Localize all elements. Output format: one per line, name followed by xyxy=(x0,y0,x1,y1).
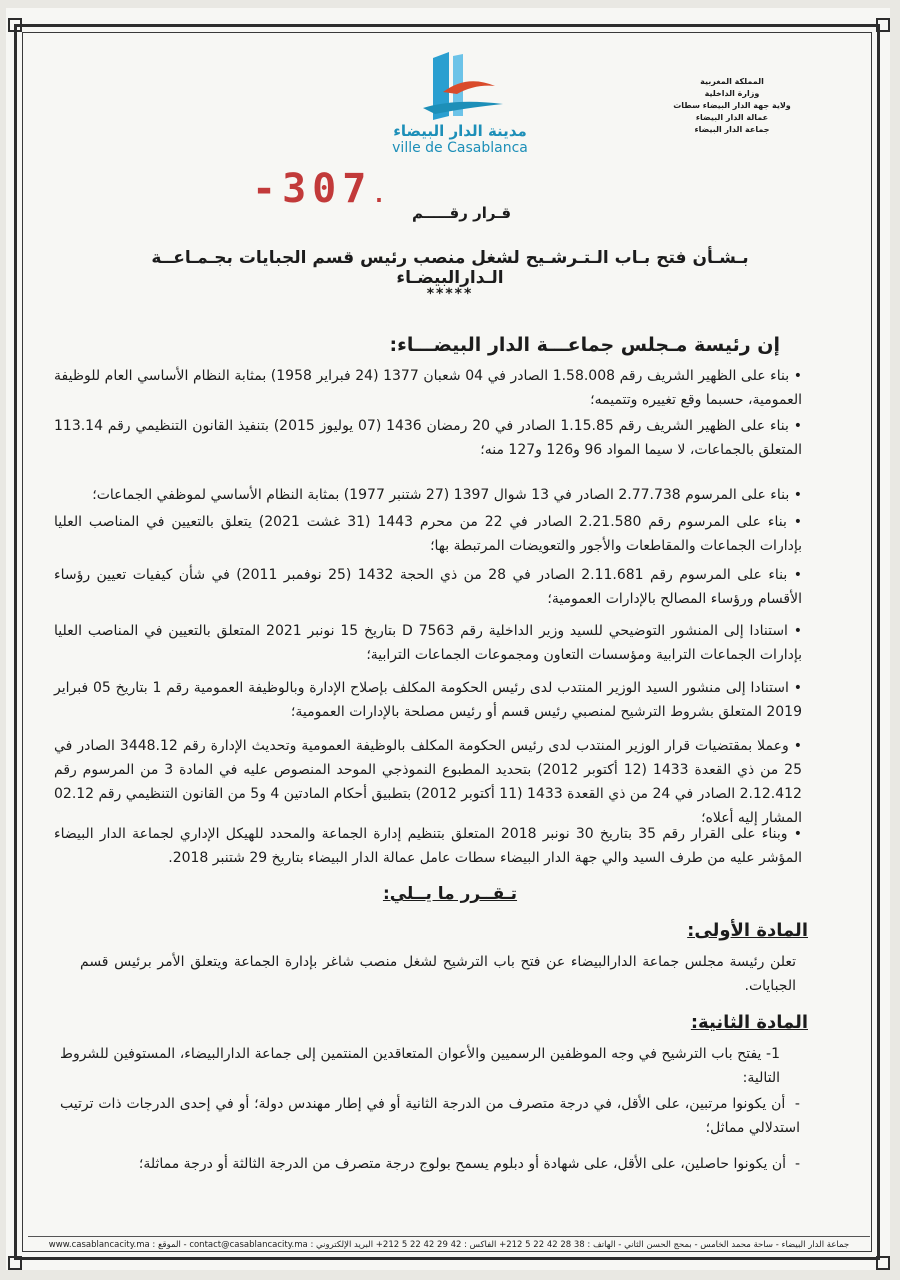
logo-french-text: ville de Casablanca xyxy=(392,140,528,156)
authority-line: عمالة الدار البيضاء xyxy=(695,113,769,122)
article-2-heading: المادة الثانية: xyxy=(690,1012,808,1033)
border-corner xyxy=(8,18,22,32)
article-2-condition: - أن يكونوا مرتبين، على الأقل، في درجة متصرف من الدرجة الثانية أو في إطار مهندس دولة؛ أو في إحدى الدرجات ذات ترتيب استدلالي مماثل؛ xyxy=(60,1096,800,1136)
decision-number xyxy=(252,166,392,212)
footer-divider xyxy=(28,1236,870,1237)
recital: • استنادا إلى المنشور التوضيحي للسيد وزير الداخلية رقم D 7563 بتاريخ 15 نونبر 2021 المتعلق بالتعيين في المناصب العليا بإدارات الجماعات الترابية ومؤسسات التعاون ومجموعات الجماعات الترابية؛ xyxy=(54,623,803,663)
article-1-heading: المادة الأولى: xyxy=(687,920,808,941)
authority-line: وزارة الداخلية xyxy=(704,89,760,98)
document-title: بـشـأن فتح بـاب الـتـرشـيح لشغل منصب رئيس قسم الجبايات بجـمـاعــة الـدارالبيضـاء xyxy=(151,248,749,288)
issuing-authority xyxy=(672,76,792,136)
logo-arabic-text: مدينة الدار البيضاء xyxy=(393,122,527,140)
recital: • وعملا بمقتضيات قرار الوزير المنتدب لدى رئيس الحكومة المكلف بالوظيفة العمومية وتحديث الإدارة رقم 3448.12 الصادر في 25 من ذي القعدة 1433 (12 أكتوبر 2012) بتحديد المطبوع النموذجي الموحد المنصوص عليه في المادة 3 من المرسوم رقم 2.12.412 الصادر في 24 من ذي القعدة 1433 (11 أكتوبر 2012) بتطبيق أحكام المادتين 4 و5 من القانون التنظيمي رقم 02.12 المشار إليه أعلاه؛ xyxy=(54,738,802,826)
border-corner xyxy=(8,1256,22,1270)
footer-contact: جماعة الدار البيضاء - ساحة محمد الخامس - بمحج الحسن الثاني - الهاتف : 38 28 42 22 5 212+ الفاكس : 42 29 42 22 5 212+ البريد الإلكتروني : contact@casablancacity.ma - الموقع : www.casablancacity.ma xyxy=(48,1240,850,1250)
recital: • بناء على الظهير الشريف رقم 1.15.85 الصادر في 20 رمضان 1436 (07 يوليوز 2015) بتنفيذ القانون التنظيمي رقم 113.14 المتعلق بالجماعات، لا سيما المواد 96 و126 و127 منه؛ xyxy=(54,418,802,458)
decision-number-dot: . xyxy=(372,183,392,208)
recital: • بناء على الظهير الشريف رقم 1.58.008 الصادر في 04 شعبان 1377 (24 فبراير 1958) بمثابة النظام الأساسي العام للوظيفة العمومية، حسبما وقع تغييره وتتميمه؛ xyxy=(54,368,802,408)
recital: • بناء على المرسوم 2.77.738 الصادر في 13 شوال 1397 (27 شتنبر 1977) بمثابة النظام الأساسي لموظفي الجماعات؛ xyxy=(92,487,802,503)
title-separator: ***** xyxy=(426,286,474,302)
article-2-condition: - أن يكونوا حاصلين، على الأقل، على شهادة أو دبلوم يسمح بولوج درجة متصرف من الدرجة الثالثة أو درجة مماثلة؛ xyxy=(138,1156,800,1172)
border-corner xyxy=(876,18,890,32)
authority-line: ولاية جهة الدار البيضاء سطات xyxy=(673,101,791,110)
border-corner xyxy=(876,1256,890,1270)
recital: • بناء على المرسوم رقم 2.21.580 الصادر في 22 من محرم 1443 (31 غشت 2021) يتعلق بالتعيين في المناصب العليا بإدارات الجماعات والمقاطعات والأجور والتعويضات المرتبطة بها؛ xyxy=(54,514,802,554)
recital: • بناء على المرسوم رقم 2.11.681 الصادر في 28 من ذي الحجة 1432 (25 نوفمبر 2011) في شأن كيفيات تعيين رؤساء الأقسام ورؤساء المصالح بالإدارات العمومية؛ xyxy=(54,567,802,607)
casablanca-logo-icon xyxy=(405,50,515,124)
decides-heading: تـقــرر ما يــلي: xyxy=(382,884,518,904)
article-2-item-1: 1- يفتح باب الترشيح في وجه الموظفين الرسميين والأعوان المتعاقدين المنتمين إلى جماعة الدارالبيضاء، المستوفين للشروط التالية: xyxy=(60,1046,780,1086)
decision-number-value: 307 xyxy=(282,166,373,212)
decision-label: قـرار رقـــــم xyxy=(412,204,512,222)
recital: • استنادا إلى منشور السيد الوزير المنتدب لدى رئيس الحكومة المكلف بإصلاح الإدارة وبالوظيفة العمومية رقم 1 بتاريخ 05 فبراير 2019 المتعلق بشروط الترشيح لمنصبي رئيس قسم أو رئيس مصلحة بالإدارات العمومية؛ xyxy=(54,680,803,720)
casablanca-logo xyxy=(360,50,560,170)
president-heading: إن رئيسة مـجلس جماعـــة الدار البيضـــاء: xyxy=(389,334,780,356)
authority-line: المملكة المغربية xyxy=(700,77,764,86)
authority-line: جماعة الدار البيضاء xyxy=(694,125,770,134)
recital: • وبناء على القرار رقم 35 بتاريخ 30 نونبر 2018 المتعلق بتنظيم إدارة الجماعة والمحدد للهيكل الإداري لجماعة الدار البيضاء المؤشر عليه من طرف السيد والي جهة الدار البيضاء سطات عامل عمالة الدار البيضاء بتاريخ 29 شتنبر 2018. xyxy=(54,826,802,866)
decision-number-dash: - xyxy=(252,166,283,212)
article-1-text: تعلن رئيسة مجلس جماعة الدارالبيضاء عن فتح باب الترشيح لشغل منصب شاغر بإدارة الجماعة ويتعلق الأمر برئيس قسم الجبايات. xyxy=(80,954,796,994)
